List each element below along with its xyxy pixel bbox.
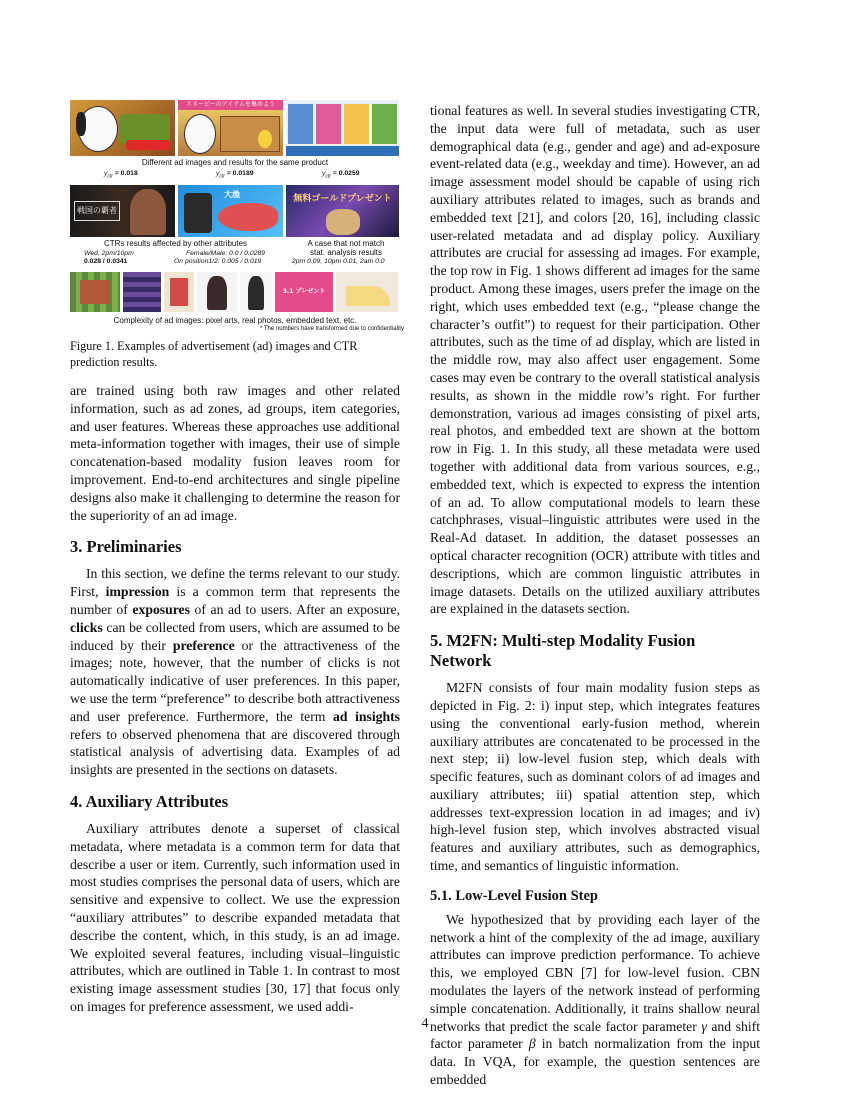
fishing-title: 大漁	[224, 190, 240, 199]
promo-text: 3.1 プレゼント	[282, 288, 326, 295]
red-banner	[126, 140, 170, 150]
section-heading-auxiliary-attributes: 4. Auxiliary Attributes	[70, 791, 229, 811]
person-photo	[248, 276, 264, 310]
subsection-heading-low-level-fusion: 5.1. Low-Level Fusion Step	[430, 887, 598, 904]
paragraph: In this section, we define the terms relevant to our study. First, impression is a common term that represents the number of exposures of an ad to users. After an exposure, clicks can be collected from users, which are assumed to be induced by their preference or the attractiveness of the images; note, however, that the number of clicks is not automatically indicative of user preferences. In this paper, we use the term “preference” to describe both attractiveness and user preference. Furthermore, the term ad insights refers to observed phenomena that are discovered through statistical analysis of advertising data. Examples of ad insights are presented in the sections on datasets.	[70, 566, 401, 778]
ad-thumb-pixel-art-2	[123, 272, 161, 312]
ad-thumb-photo-2	[240, 272, 272, 312]
snoopy-outfit-1	[288, 104, 313, 144]
right-column	[430, 102, 760, 1089]
ad-thumb-snoopy-2	[178, 100, 283, 156]
figure-row-3	[70, 272, 398, 312]
woodstock-illustration	[258, 130, 272, 148]
row-1-caption: Different ad images and results for the same product	[141, 158, 329, 167]
section-heading-m2fn: 5. M2FN: Multi-step Modality Fusion Network	[430, 631, 696, 671]
row-3-caption: Complexity of ad images: pixel arts, real photos, embedded text, etc.	[113, 316, 357, 325]
figure-row-2	[70, 185, 399, 237]
person-photo	[207, 276, 227, 310]
snoopy-illustration	[184, 114, 216, 154]
ad-thumb-fishing	[178, 185, 283, 237]
cake-illustration	[346, 286, 390, 306]
row-2-caption-right-1: A case that not match	[307, 239, 385, 248]
row-2-caption-left: CTRs results affected by other attributes	[104, 239, 248, 248]
samurai-title: 戦国の覇者	[74, 201, 120, 221]
fish-illustration	[218, 203, 278, 231]
ad-thumb-samurai	[70, 185, 175, 237]
row-1-value-3: $y_{ctr} = 0.0259$	[322, 170, 360, 180]
paragraph: Auxiliary attributes denote a superset of classical metadata, where metadata is a common term for data that describe a user or item. Currently, such information used in most studies comprises the personal data of users, which are sensitive and expensive to collect. We use the expression “auxiliary attributes” to describe expanded metadata that describe the content, which, in this study, is an ad image. We exploited several features, including visual–linguistic attributes, which are outlined in Table 1. In contrast to most existing image assessment studies [30, 17] that focus only on images for preference assessment, we used addi-	[70, 820, 400, 1014]
fantasy-title: 無料ゴールドプレゼント	[293, 194, 392, 204]
row-2-value-2-line-1: Female/Male: 0.0 / 0.0289	[186, 250, 265, 257]
pixel-building	[80, 280, 110, 304]
ad-thumb-snoopy-3	[286, 100, 399, 156]
character-illustration	[326, 209, 360, 235]
ad-thumb-fantasy	[286, 185, 399, 237]
blue-banner	[286, 146, 399, 156]
row-2-value-2-line-2: On position1/2: 0.005 / 0.019	[174, 258, 262, 265]
ad-thumb-promo	[275, 272, 333, 312]
magazine-cover	[170, 278, 188, 306]
snoopy-outfit-4	[372, 104, 397, 144]
ad-thumb-magazine	[164, 272, 194, 312]
row-2-value-3: 2pm 0.09, 10pm 0.01, 2am 0.0	[292, 258, 385, 265]
ad-thumb-snoopy-1	[70, 100, 175, 156]
snoopy-outfit-2	[316, 104, 341, 144]
ad-thumb-cake	[336, 272, 398, 312]
paragraph: tional features as well. In several studies investigating CTR, the input data were full of metadata, such as user demographical data (e.g., gender and age) and ad-exposure event-related data (e.g., weekday and time). However, an ad image assessment model should be capable of using rich auxiliary attributes related to images, such as brands and embedded text [21], and colors [20, 16], including classic user-related metadata and ad display policy. Auxiliary attributes are crucial for assessing ad images. For example, the top row in Fig. 1 shows different ad images for the same product. Among these images, users prefer the image on the right, which uses embedded text (e.g., “please change the character’s outfit”) to request for their participation. Other attributes, such as the time of ad display, which are listed in the middle row, may also affect user engagement. Some cases may even be contrary to the overall statistical analysis results, as shown in the middle row’s right. For further demonstration, various ad images consisting of pixel arts, real photos, and embedded text are shown at the bottom row in Fig. 1. In this study, all these metadata were used together with additional data from various sources, e.g., embedded text, which is expected to express the intention of an ad. To allow computational models to learn these catchphrases, visual–linguistic attributes were used in the Real-Ad dataset. In addition, the dataset possesses an optical character recognition (OCR) attribute with titles and descriptions, which are common linguistic attributes in image datasets. Details on the utilized auxiliary attributes are explained in the datasets section.	[430, 103, 760, 617]
paragraph: We hypothesized that by providing each layer of the network a hint of the complexity of the ad image, auxiliary attributes can improve prediction performance. To achieve this, we employed CBN [7] for low-level fusion. CBN modulates the layers of the network instead of performing simple concatenation. Additionally, it trains shallow neural networks that predict the scale factor parameter γ and shift factor parameter β in batch normalization from the input data. In VQA, for example, the question sentences are embedded	[430, 911, 760, 1088]
row-2-value-1-line-1: Wed, 2pm/10pm	[84, 250, 134, 257]
paragraph: M2FN consists of four main modality fusion steps as depicted in Fig. 2: i) input step, which integrates features using the conventional early-fusion method, wherein auxiliary attributes are concatenated to be processed in the next step; ii) low-level fusion step, which deals with specific features, such as dominant colors of ad images and auxiliary attributes; iii) spatial attention step, which addresses text-expression location in ad images; and iv) high-level fusion step, which involves abstracted visual features and auxiliary attributes, such as demographics, time, and semantics of linguistic information.	[430, 680, 760, 874]
figure-caption: Figure 1. Examples of advertisement (ad) images and CTR prediction results.	[70, 339, 358, 369]
left-column	[70, 382, 400, 1016]
phone-illustration	[184, 193, 212, 233]
pink-banner: スヌーピーのアイテムを集めよう	[178, 100, 283, 110]
row-2-value-1-line-2: 0.028 / 0.0341	[84, 258, 128, 265]
page-number: 4	[421, 1016, 429, 1031]
figure-1	[70, 100, 404, 332]
figure-row-1	[70, 100, 399, 156]
row-1-value-1: $y_{ctr} = 0.018$	[104, 170, 138, 180]
samurai-face	[130, 189, 166, 235]
ad-thumb-pixel-art-1	[70, 272, 120, 312]
section-heading-preliminaries: 3. Preliminaries	[70, 537, 182, 557]
snoopy-ear	[76, 112, 86, 136]
snoopy-outfit-3	[344, 104, 369, 144]
row-1-value-2: $y_{ctr} = 0.0189$	[216, 170, 254, 180]
ad-thumb-photo-1	[197, 272, 237, 312]
confidentiality-note: * The numbers have transformed due to confidentiality	[260, 326, 404, 332]
row-2-caption-right-2: stat. analysis results	[309, 248, 383, 257]
paragraph: are trained using both raw images and other related information, such as ad zones, ad groups, item categories, and user features. Whereas these approaches use additional meta-information together with images, their use of simple concatenation-based modality fusion leaves room for improvement. End-to-end architectures and single pipeline designs also make it challenging to determine the reason for the superiority of an ad image.	[70, 383, 400, 523]
